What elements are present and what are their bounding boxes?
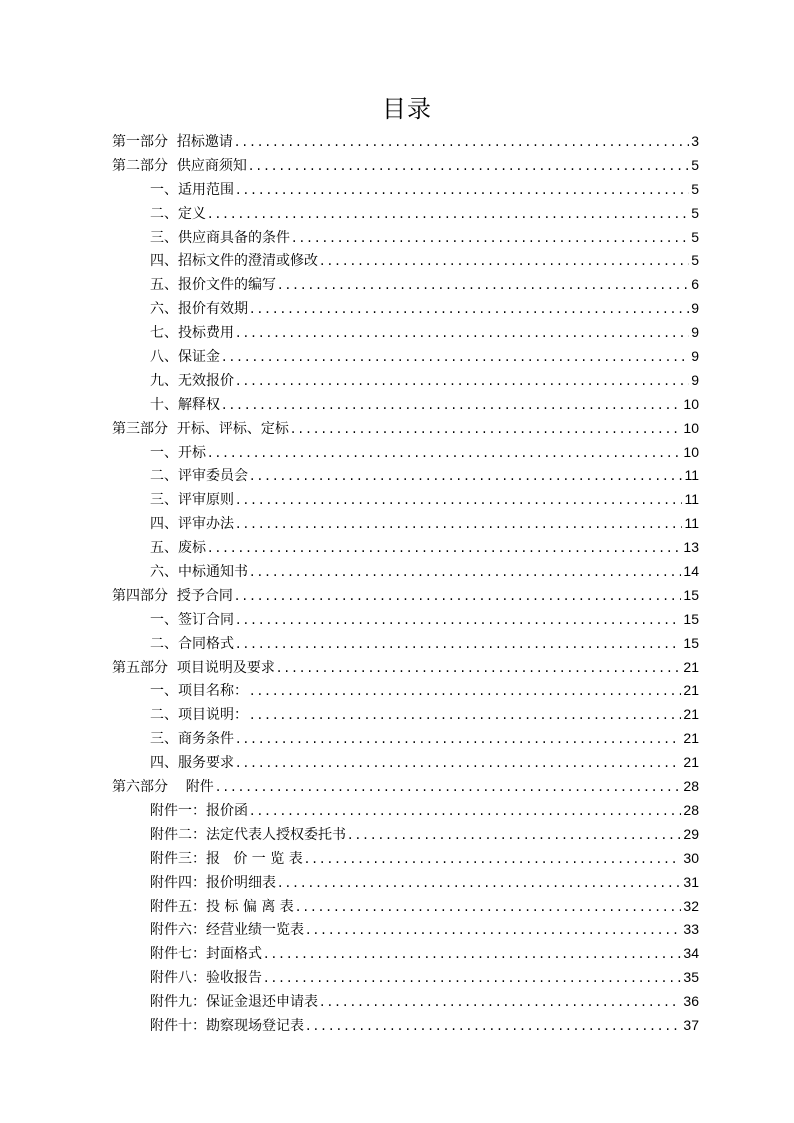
toc-entry-label: 五、废标 — [150, 540, 206, 557]
toc-entry[interactable] — [112, 393, 699, 417]
dot-leader — [208, 203, 689, 226]
dot-leader — [296, 896, 682, 919]
toc-entry-page: 5 — [691, 180, 699, 197]
toc-entry[interactable] — [112, 823, 699, 847]
toc-entry-label: 附件九：保证金退还申请表 — [150, 994, 318, 1011]
toc-entry[interactable] — [112, 679, 699, 703]
toc-entry[interactable] — [112, 441, 699, 465]
table-of-contents — [112, 130, 699, 1038]
toc-entry[interactable] — [112, 273, 699, 297]
toc-entry-page: 5 — [691, 252, 699, 269]
dot-leader — [306, 1015, 681, 1038]
dot-leader — [236, 728, 681, 751]
toc-entry-page: 13 — [683, 539, 699, 556]
toc-entry-page: 32 — [683, 897, 699, 914]
dot-leader — [236, 633, 681, 656]
dot-leader — [278, 872, 681, 895]
dot-leader — [348, 824, 681, 847]
toc-entry-page: 15 — [683, 634, 699, 651]
toc-entry-page: 3 — [691, 133, 699, 149]
toc-entry[interactable] — [112, 966, 699, 990]
dot-leader — [236, 513, 682, 536]
toc-entry-label: 三、商务条件 — [150, 731, 234, 748]
toc-entry[interactable] — [112, 297, 699, 321]
toc-entry-label: 三、评审原则 — [150, 492, 234, 509]
toc-entry-page: 5 — [691, 156, 699, 173]
toc-entry-label: 十、解释权 — [150, 396, 220, 413]
toc-entry-label: 附件三：报 价 一 览 表 — [150, 850, 303, 867]
toc-entry[interactable] — [112, 918, 699, 942]
toc-entry[interactable] — [112, 1014, 699, 1038]
dot-leader — [264, 967, 681, 990]
toc-entry-label: 五、报价文件的编写 — [150, 277, 276, 294]
dot-leader — [208, 442, 681, 465]
toc-entry-label: 一、适用范围 — [150, 181, 234, 198]
toc-entry-label: 第五部分 项目说明及要求 — [112, 659, 275, 676]
toc-entry[interactable] — [112, 464, 699, 488]
dot-leader — [292, 227, 689, 250]
dot-leader — [250, 704, 681, 727]
toc-entry[interactable] — [112, 942, 699, 966]
toc-entry-page: 35 — [683, 969, 699, 986]
toc-entry-label: 附件八：验收报告 — [150, 970, 262, 987]
toc-entry[interactable] — [112, 608, 699, 632]
dot-leader — [264, 943, 681, 966]
toc-entry-label: 附件五：投 标 偏 离 表 — [150, 898, 294, 915]
toc-entry-page: 5 — [691, 204, 699, 221]
dot-leader — [320, 250, 689, 273]
dot-leader — [277, 657, 682, 680]
dot-leader — [222, 394, 681, 417]
toc-entry[interactable] — [112, 727, 699, 751]
toc-entry-page: 10 — [683, 395, 699, 412]
toc-entry-page: 28 — [683, 778, 699, 795]
dot-leader — [216, 776, 682, 799]
toc-entry-label: 附件四：报价明细表 — [150, 874, 276, 891]
toc-entry-label: 附件一：报价函 — [150, 802, 248, 819]
toc-entry[interactable] — [112, 321, 699, 345]
toc-entry-page: 37 — [683, 1016, 699, 1033]
toc-entry-label: 二、评审委员会 — [150, 468, 248, 485]
dot-leader — [236, 179, 689, 202]
toc-entry-page: 9 — [691, 324, 699, 341]
toc-entry-page: 11 — [684, 491, 699, 508]
toc-entry[interactable] — [112, 847, 699, 871]
toc-entry-page: 34 — [683, 945, 699, 962]
toc-entry[interactable] — [112, 703, 699, 727]
toc-entry[interactable] — [112, 345, 699, 369]
toc-entry[interactable] — [112, 584, 699, 608]
toc-entry[interactable] — [112, 871, 699, 895]
toc-entry[interactable] — [112, 154, 699, 178]
toc-entry-page: 11 — [684, 515, 699, 532]
toc-entry-label: 第六部分 附件 — [112, 779, 214, 796]
toc-entry-label: 附件六：经营业绩一览表 — [150, 922, 304, 939]
toc-entry-page: 6 — [691, 276, 699, 293]
toc-entry-page: 21 — [683, 682, 699, 699]
toc-entry-page: 21 — [683, 706, 699, 723]
toc-entry-label: 第四部分 授予合同 — [112, 587, 233, 604]
dot-leader — [278, 274, 689, 297]
dot-leader — [236, 370, 689, 393]
dot-leader — [208, 537, 681, 560]
toc-entry[interactable] — [112, 249, 699, 273]
toc-entry[interactable] — [112, 536, 699, 560]
dot-leader — [291, 418, 682, 441]
dot-leader — [250, 298, 689, 321]
toc-entry-page: 5 — [691, 228, 699, 245]
toc-entry-label: 七、投标费用 — [150, 325, 234, 342]
toc-entry[interactable] — [112, 512, 699, 536]
toc-entry-label: 三、供应商具备的条件 — [150, 229, 290, 246]
toc-entry-label: 一、签订合同 — [150, 611, 234, 628]
toc-entry-page: 15 — [683, 610, 699, 627]
toc-entry[interactable] — [112, 799, 699, 823]
toc-entry-label: 九、无效报价 — [150, 372, 234, 389]
toc-entry-label: 第三部分 开标、评标、定标 — [112, 420, 289, 437]
toc-entry[interactable] — [112, 178, 699, 202]
dot-leader — [250, 680, 681, 703]
toc-entry[interactable] — [112, 990, 699, 1014]
toc-entry-page: 29 — [683, 825, 699, 842]
toc-entry-label: 第一部分 招标邀请 — [112, 134, 233, 150]
dot-leader — [306, 919, 681, 942]
toc-entry-label: 六、报价有效期 — [150, 301, 248, 318]
dot-leader — [320, 991, 681, 1014]
toc-entry[interactable] — [112, 560, 699, 584]
toc-entry-page: 10 — [683, 419, 699, 436]
dot-leader — [236, 752, 681, 775]
toc-entry-label: 一、项目名称： — [150, 683, 248, 700]
toc-entry-label: 附件二：法定代表人授权委托书 — [150, 826, 346, 843]
toc-entry-page: 11 — [684, 467, 699, 484]
toc-entry[interactable] — [112, 656, 699, 680]
dot-leader — [250, 800, 681, 823]
toc-entry-page: 21 — [683, 730, 699, 747]
toc-entry-page: 10 — [683, 443, 699, 460]
toc-entry-label: 二、合同格式 — [150, 635, 234, 652]
dot-leader — [305, 848, 682, 871]
dot-leader — [236, 609, 681, 632]
toc-entry-page: 28 — [683, 801, 699, 818]
toc-entry-label: 四、服务要求 — [150, 755, 234, 772]
toc-entry[interactable] — [112, 417, 699, 441]
toc-title: 目录 — [382, 95, 432, 123]
dot-leader — [249, 155, 689, 178]
toc-entry-label: 四、招标文件的澄清或修改 — [150, 253, 318, 270]
dot-leader — [235, 585, 682, 608]
toc-entry-label: 第二部分 供应商须知 — [112, 157, 247, 174]
toc-entry-page: 36 — [683, 993, 699, 1010]
toc-entry[interactable] — [112, 202, 699, 226]
toc-entry-label: 二、定义 — [150, 205, 206, 222]
toc-entry-label: 二、项目说明： — [150, 707, 248, 724]
dot-leader — [235, 131, 689, 154]
toc-entry-page: 21 — [683, 658, 699, 675]
toc-entry[interactable] — [112, 226, 699, 250]
toc-entry-label: 八、保证金 — [150, 349, 220, 366]
toc-entry-page: 15 — [683, 586, 699, 603]
toc-entry-page: 21 — [683, 754, 699, 771]
dot-leader — [222, 346, 689, 369]
toc-entry-page: 9 — [691, 348, 699, 365]
dot-leader — [236, 489, 682, 512]
toc-entry-page: 14 — [683, 563, 699, 580]
toc-entry-page: 30 — [683, 849, 699, 866]
toc-entry-label: 六、中标通知书 — [150, 564, 248, 581]
toc-entry-page: 31 — [683, 873, 699, 890]
toc-entry-label: 附件十：勘察现场登记表 — [150, 1017, 304, 1034]
toc-entry[interactable] — [112, 751, 699, 775]
toc-entry[interactable] — [112, 130, 699, 154]
dot-leader — [250, 465, 682, 488]
dot-leader — [250, 561, 681, 584]
dot-leader — [236, 322, 689, 345]
toc-entry-label: 四、评审办法 — [150, 516, 234, 533]
toc-entry-page: 9 — [691, 371, 699, 388]
toc-entry[interactable] — [112, 632, 699, 656]
toc-entry[interactable] — [112, 369, 699, 393]
toc-entry-label: 附件七：封面格式 — [150, 946, 262, 963]
toc-entry[interactable] — [112, 895, 699, 919]
toc-entry[interactable] — [112, 488, 699, 512]
toc-entry-page: 9 — [691, 300, 699, 317]
toc-entry[interactable] — [112, 775, 699, 799]
toc-entry-label: 一、开标 — [150, 444, 206, 461]
toc-entry-page: 33 — [683, 921, 699, 938]
